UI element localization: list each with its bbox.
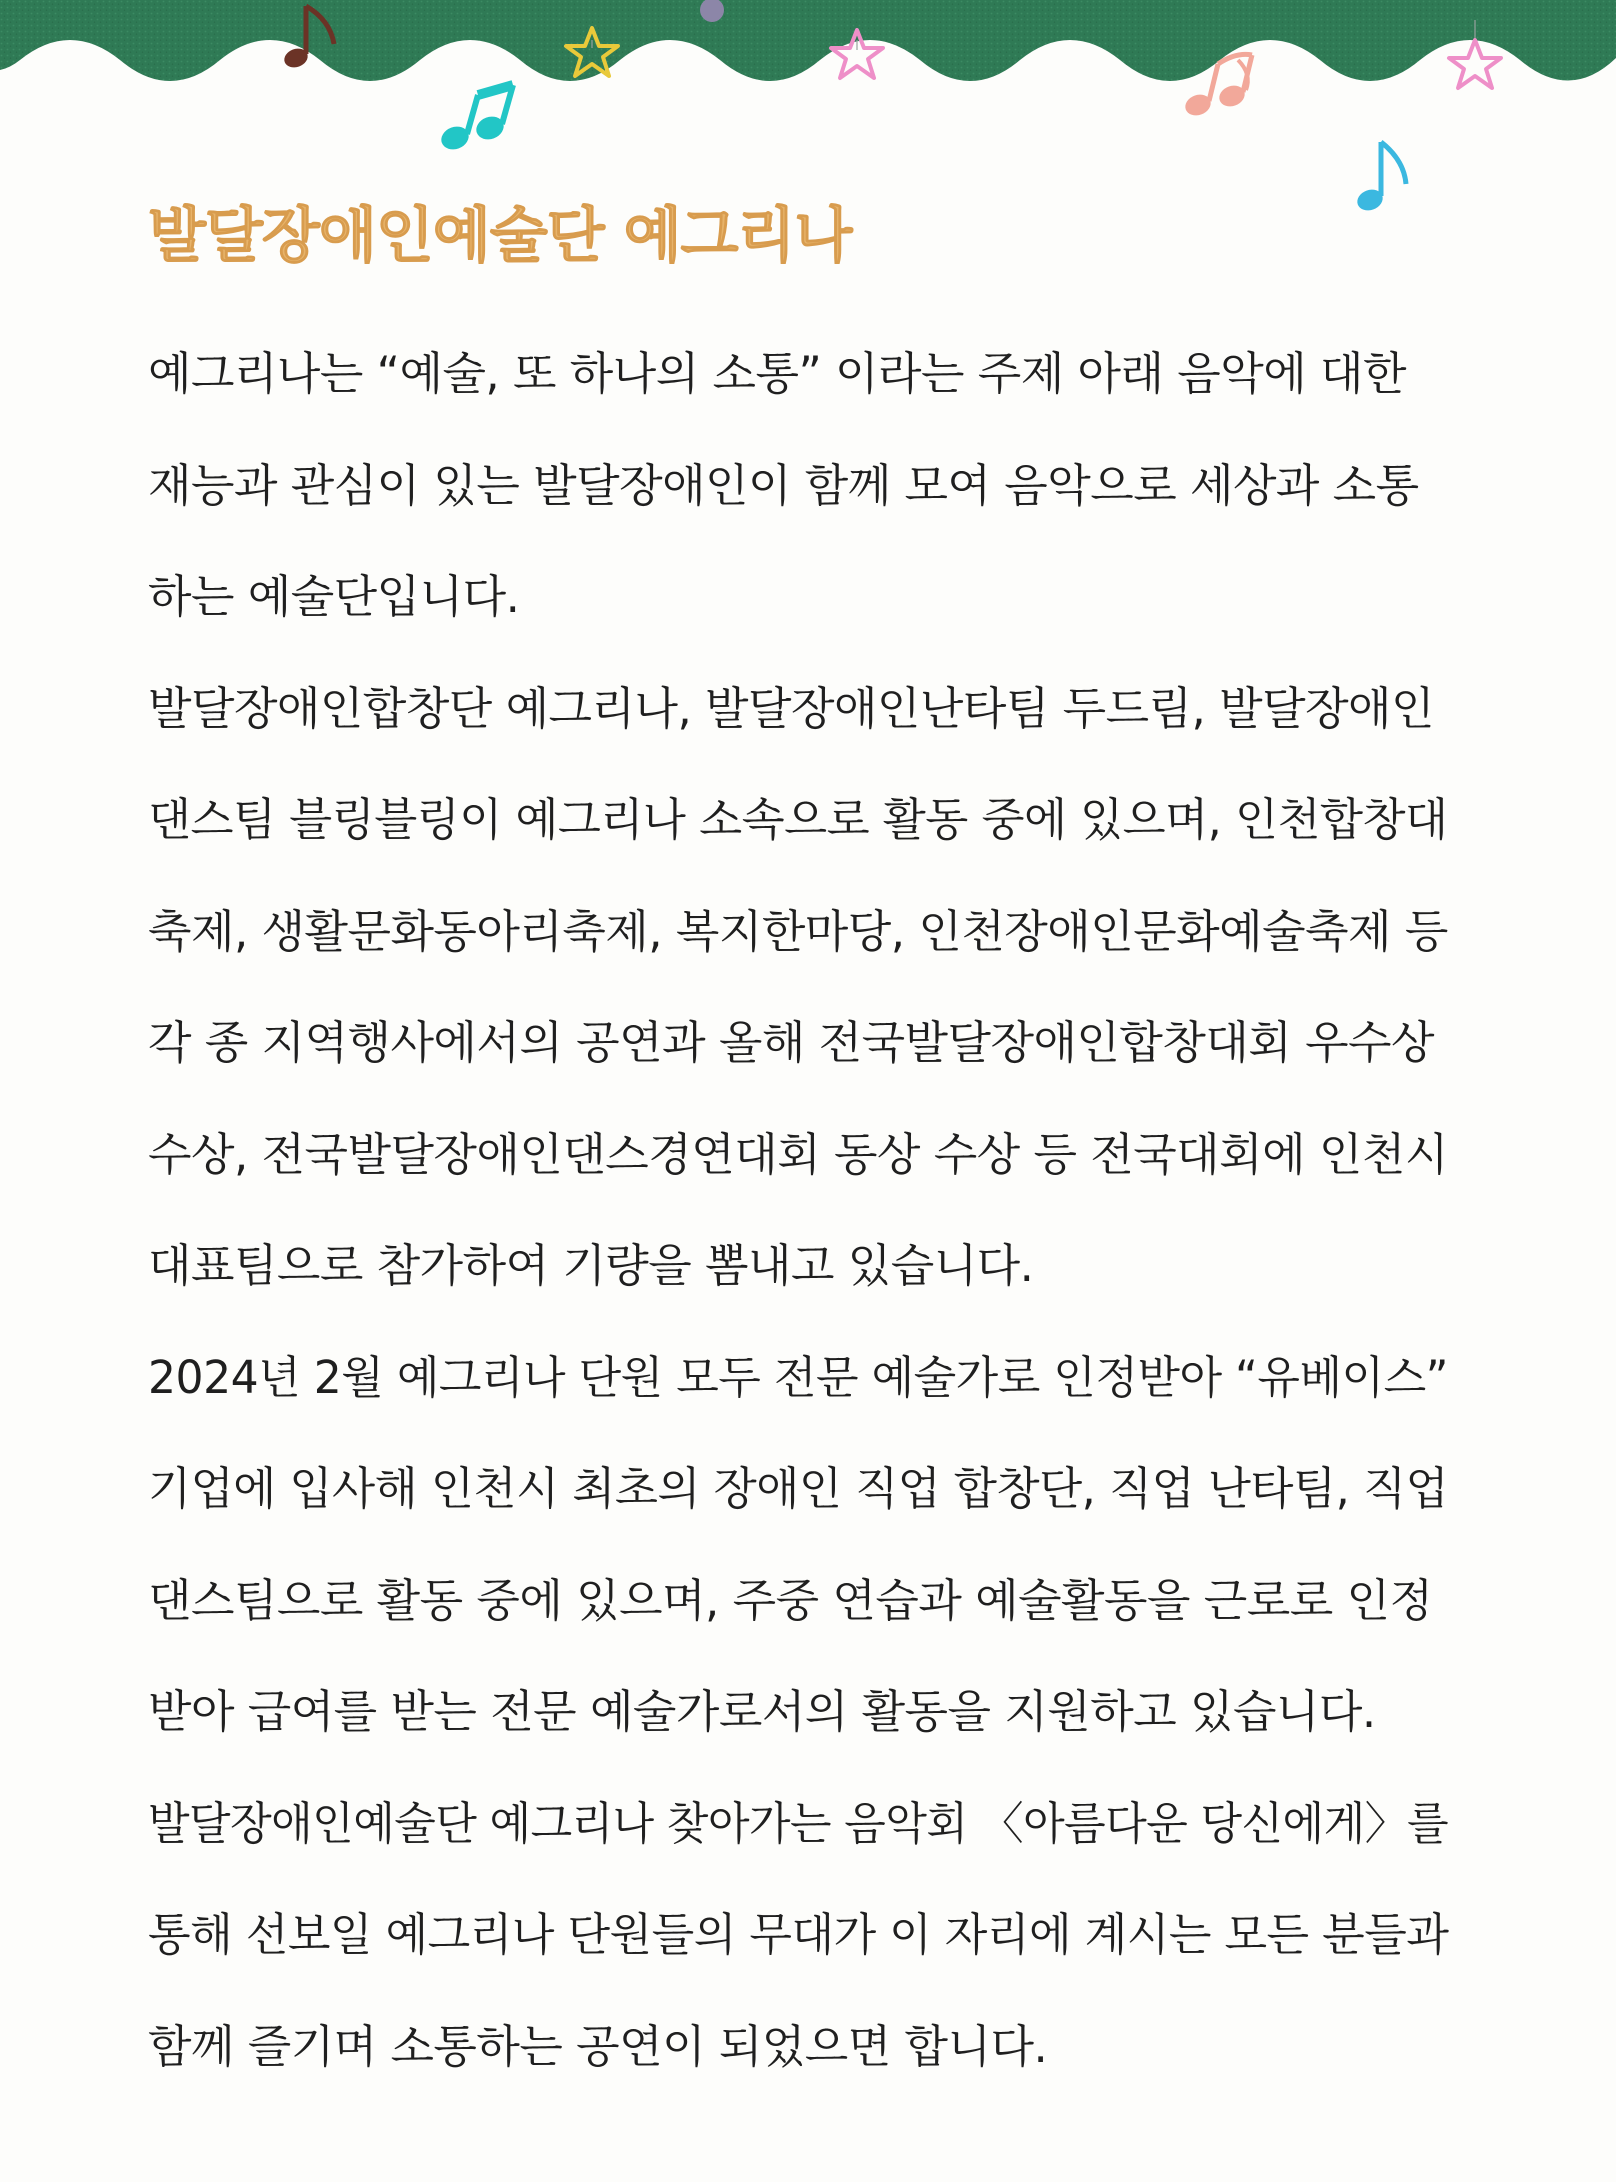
paragraph-teams: [148, 653, 1448, 1322]
text-line: 축제, 생활문화동아리축제, 복지한마당, 인천장애인문화예술축제 등: [148, 904, 1448, 958]
text-line: 함께 즐기며 소통하는 공연이 되었으면 합니다.: [148, 2019, 1048, 2073]
paragraph-intro: [148, 318, 1448, 653]
text-line: 하는 예술단입니다.: [148, 570, 520, 623]
text-line: 각 종 지역행사에서의 공연과 올해 전국발달장애인합창대회 우수상: [148, 1016, 1434, 1069]
page-title: 발달장애인예술단 예그리나: [148, 201, 852, 271]
text-line: 발달장애인예술단 예그리나 찾아가는 음악회 〈아름다운 당신에게〉를: [148, 1796, 1449, 1850]
text-line: 기업에 입사해 인천시 최초의 장애인 직업 합창단, 직업 난타팀, 직업: [148, 1462, 1449, 1515]
text-line: 2024년 2월 예그리나 단원 모두 전문 예술가로 인정받아 “유베이스”: [148, 1350, 1448, 1404]
paragraph-concert: [148, 1768, 1448, 2103]
music-note-icon: [1354, 142, 1406, 214]
text-line: 재능과 관심이 있는 발달장애인이 함께 모여 음악으로 세상과 소통: [148, 458, 1419, 512]
text-line: 예그리나는 “예술, 또 하나의 소통” 이라는 주제 아래 음악에 대한: [148, 347, 1406, 400]
text-line: 댄스팀으로 활동 중에 있으며, 주중 연습과 예술활동을 근로로 인정: [148, 1573, 1433, 1627]
text-line: 수상, 전국발달장애인댄스경연대회 동상 수상 등 전국대회에 인천시: [148, 1127, 1448, 1181]
text-line: 통해 선보일 예그리나 단원들의 무대가 이 자리에 계시는 모든 분들과: [148, 1908, 1449, 1961]
text-line: 댄스팀 블링블링이 예그리나 소속으로 활동 중에 있으며, 인천합창대: [148, 793, 1448, 846]
text-line: 대표팀으로 참가하여 기량을 뽐내고 있습니다.: [148, 1239, 1034, 1292]
body-text: [148, 318, 1448, 2102]
scalloped-banner: [0, 0, 1616, 110]
text-line: 발달장애인합창단 예그리나, 발달장애인난타팀 두드림, 발달장애인: [148, 681, 1434, 735]
paragraph-employment: [148, 1322, 1448, 1768]
text-line: 받아 급여를 받는 전문 예술가로서의 활동을 지원하고 있습니다.: [148, 1685, 1376, 1738]
